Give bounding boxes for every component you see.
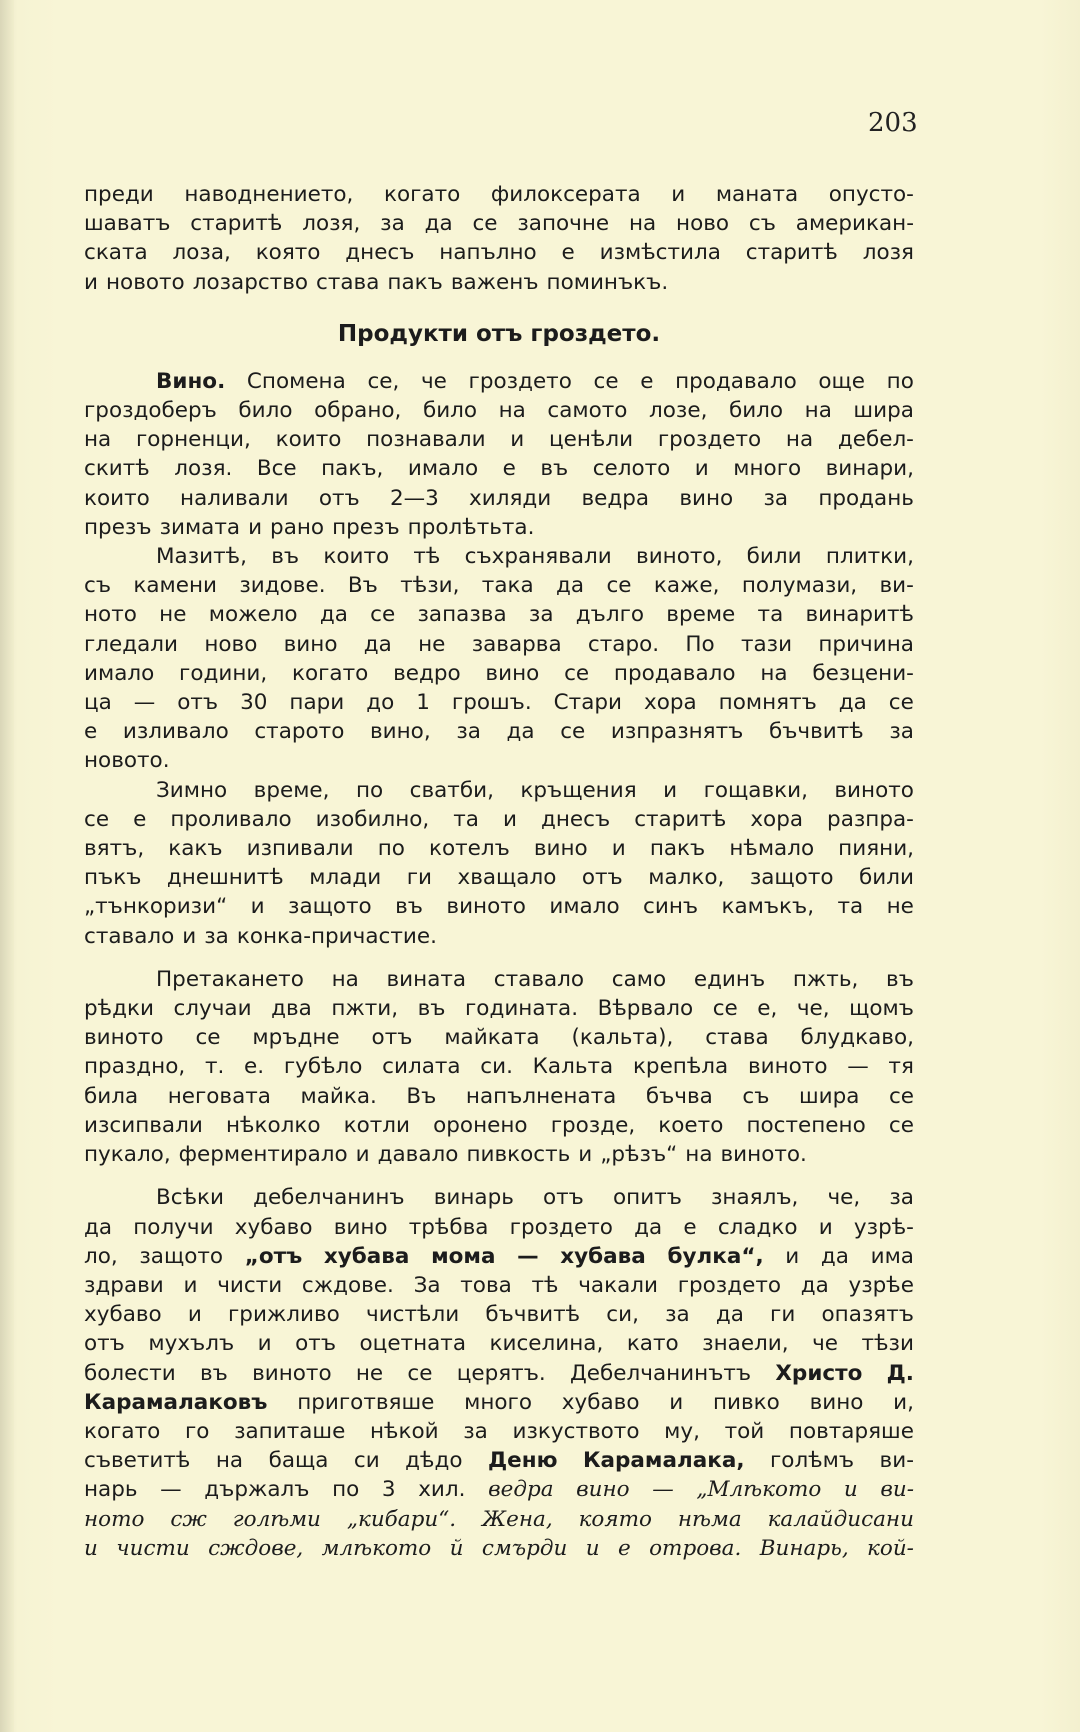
text-line: когато го запиташе нѣкой за изкуството му, той повтаряше [84, 1418, 914, 1444]
text-line: които наливали отъ 2—3 хиляди ведра вино за продань [84, 485, 914, 511]
text-line: отъ мухълъ и отъ оцетната киселина, като знаели, че тѣзи [84, 1331, 914, 1357]
text-line: презъ зимата и рано презъ пролѣтьта. [84, 514, 535, 540]
page-number: 203 [868, 108, 918, 138]
text-line: вятъ, какъ изпивали по котелъ вино и пакъ нѣмало пияни, [84, 836, 914, 862]
text-line: пъкъ днешнитѣ млади ги хващало отъ малко, защото били [84, 865, 914, 891]
text-line: ното не можело да се запазва за дълго време та винаритѣ [84, 602, 914, 628]
text-line: „тънкоризи“ и защото въ виното имало синъ камъкъ, та не [84, 894, 914, 920]
text-line: Мазитѣ, въ които тѣ съхранявали виното, били плитки, [156, 544, 914, 570]
paragraph-cellars [84, 542, 914, 776]
text-line: болести въ виното не се церятъ. Дебелчанинътъ Христо Д. [84, 1360, 914, 1386]
text-line: хубаво и грижливо чистѣли бъчвитѣ си, за да ги опазятъ [84, 1302, 914, 1328]
text-line: гледали ново вино да не заварва старо. По тази причина [84, 631, 914, 657]
text-line: ло, защото „отъ хубава мома — хубава булка“, и да има [84, 1243, 914, 1269]
text-line: съветитѣ на баща си дѣдо Деню Карамалака, голѣмъ ви- [84, 1448, 914, 1474]
paragraph-racking [84, 965, 914, 1169]
text-line: Всѣки дебелчанинъ винарь отъ опитъ знаялъ, че, за [156, 1185, 914, 1211]
paragraph-wine [84, 367, 914, 542]
text-line: здрави и чисти сждове. За това тѣ чакали гроздето да узрѣе [84, 1272, 914, 1298]
text-line: е изливало старото вино, за да се изпразнятъ бъчвитѣ за [84, 719, 914, 745]
text-line: Карамалаковъ приготвяше много хубаво и пивко вино и, [84, 1389, 914, 1415]
intro-paragraph [84, 180, 914, 297]
text-line: съ камени зидове. Въ тѣзи, така да се каже, полумази, ви- [84, 573, 914, 599]
text-line: виното се мръдне отъ майката (кальта), става блудкаво, [84, 1025, 914, 1051]
text-line: Вино. Спомена се, че гроздето се е продавало още по [156, 368, 914, 394]
text-line: изсипвали нѣколко котли оронено грозде, което постепено се [84, 1112, 914, 1138]
text-line: и чисти сждове, млѣкото й смърди и е отрова. Винарь, кой- [84, 1535, 914, 1561]
text-line: новото. [84, 748, 170, 774]
paragraph-winemakers [84, 1183, 914, 1563]
text-line: ставало и за конка-причастие. [84, 923, 437, 949]
text-line: ното сж голѣми „кибари“. Жена, която нѣма калайдисани [84, 1506, 914, 1532]
text-line: била неговата майка. Въ напълнената бъчва съ шира се [84, 1083, 914, 1109]
text-block [84, 180, 914, 1563]
text-line: на горненци, които познавали и ценѣли гроздето на дебел- [84, 427, 914, 453]
text-line: ца — отъ 30 пари до 1 грошъ. Стари хора помнятъ да се [84, 690, 914, 716]
text-line: гроздоберъ било обрано, било на самото лозе, било на шира [84, 398, 914, 424]
text-line: праздно, т. е. губѣло силата си. Кальта крепѣла виното — тя [84, 1054, 914, 1080]
page-binding-edge [0, 0, 14, 1732]
text-line: рѣдки случаи два пжти, въ годината. Вѣрвало се е, че, щомъ [84, 996, 914, 1022]
text-line: Претакането на вината ставало само единъ пжть, въ [156, 966, 914, 992]
text-line: ската лоза, която днесъ напълно е измѣстила старитѣ лозя [84, 240, 914, 266]
text-line: имало години, когато ведро вино се продавало на безцени- [84, 660, 914, 686]
paragraph-winter [84, 776, 914, 951]
text-line: и новото лозарство става пакъ важенъ поминъкъ. [84, 269, 669, 295]
text-line: да получи хубаво вино трѣбва гроздето да е сладко и узрѣ- [84, 1214, 914, 1240]
text-line: скитѣ лозя. Все пакъ, имало е въ селото и много винари, [84, 456, 914, 482]
text-line: Зимно време, по сватби, кръщения и гощавки, виното [156, 777, 914, 803]
text-line: шаватъ старитѣ лозя, за да се започне на ново съ американ- [84, 211, 914, 237]
text-line: нарь — държалъ по 3 хил. ведра вино — „Млѣкото и ви- [84, 1477, 914, 1503]
text-line: преди наводнението, когато филоксерата и маната опусто- [84, 182, 914, 207]
text-line: пукало, ферментирало и давало пивкость и „рѣзъ“ на виното. [84, 1142, 807, 1168]
section-heading: Продукти отъ гроздето. [337, 320, 661, 347]
text-line: се е проливало изобилно, та и днесъ старитѣ хора разпра- [84, 806, 914, 832]
